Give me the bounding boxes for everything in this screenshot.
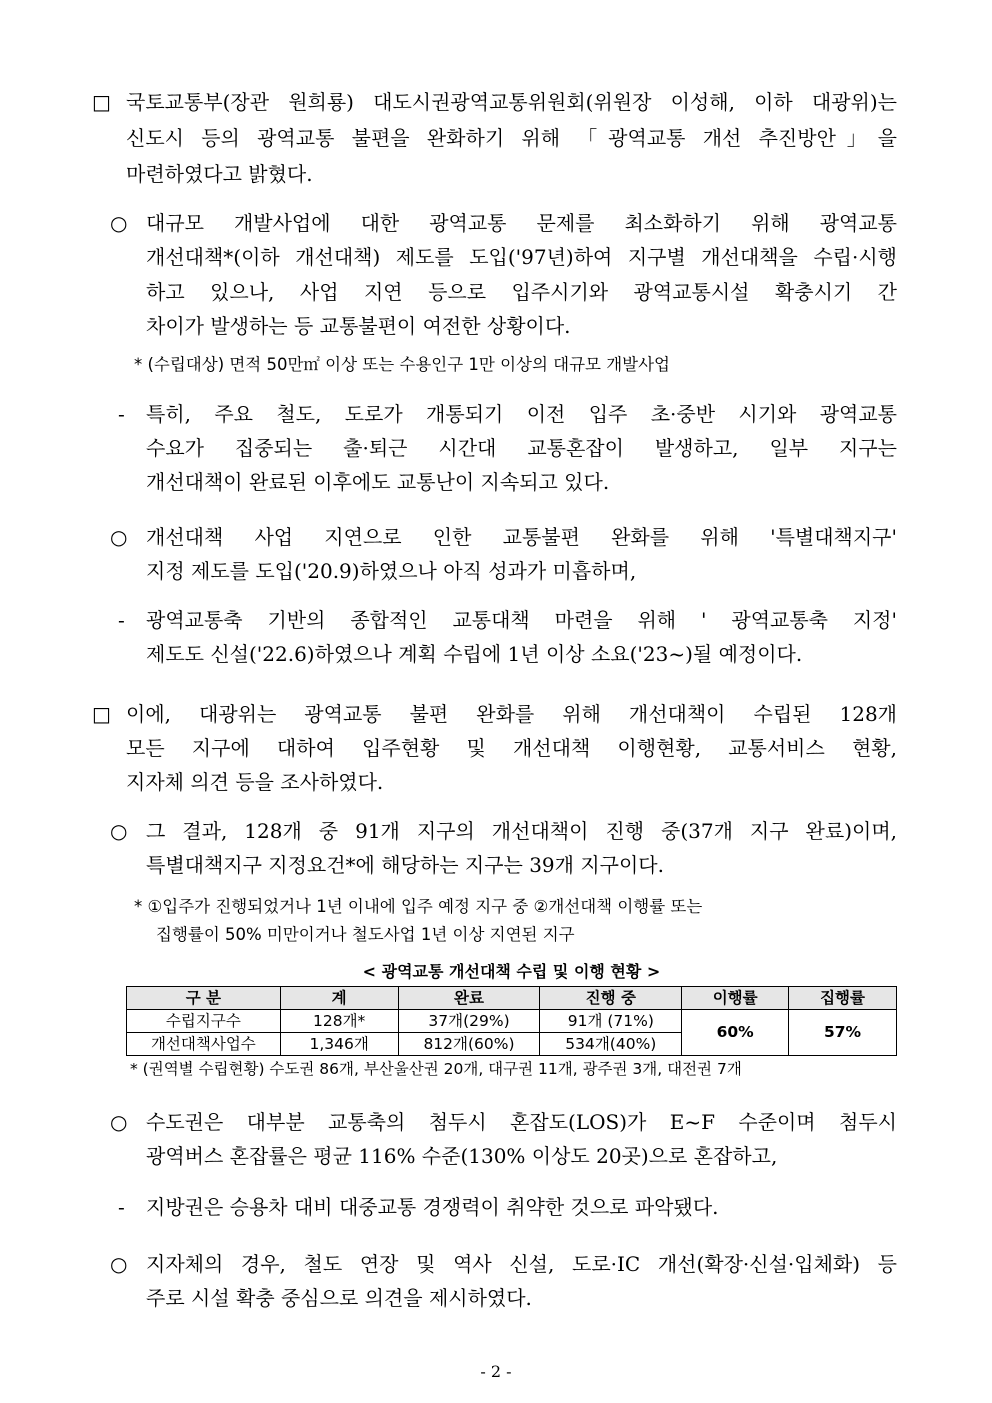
table-cell: 37개(29%) [398, 1010, 540, 1033]
table-cell: 개선대책사업수 [127, 1033, 281, 1056]
paragraph-line: 광역교통축 기반의 종합적인 교통대책 마련을 위해 ' 광역교통축 지정' [146, 608, 897, 632]
paragraph-line: 수도권은 대부분 교통축의 첨두시 혼잡도(LOS)가 E~F 수준이며 첨두시 [146, 1110, 897, 1134]
dash-bullet: - [118, 402, 125, 426]
table-row [127, 1010, 897, 1033]
table-cell: 128개* [280, 1010, 398, 1033]
paragraph-line: 그 결과, 128개 중 91개 지구의 개선대책이 진행 중(37개 지구 완료)이며, [146, 819, 897, 843]
table-caption: < 광역교통 개선대책 수립 및 이행 현황 > [362, 962, 661, 981]
table-cell: 수립지구수 [127, 1010, 281, 1033]
header-inprogress: 진행 중 [540, 987, 682, 1010]
paragraph-line: 마련하였다고 밝혔다. [126, 162, 313, 186]
paragraph-line: 주로 시설 확충 중심으로 의견을 제시하였다. [146, 1286, 532, 1310]
table-footnote: * (권역별 수립현황) 수도권 86개, 부산울산권 20개, 대구권 11개, 광주권 3개, 대전권 7개 [130, 1060, 742, 1078]
header-complete: 완료 [398, 987, 540, 1010]
header-implementation-rate: 이행률 [682, 987, 789, 1010]
paragraph-line: 차이가 발생하는 등 교통불편이 여전한 상황이다. [146, 314, 571, 338]
paragraph-line: 대규모 개발사업에 대한 광역교통 문제를 최소화하기 위해 광역교통 [146, 211, 897, 235]
paragraph-line: 광역버스 혼잡률은 평균 116% 수준(130% 이상도 20곳)으로 혼잡하고, [146, 1144, 778, 1168]
footnote: * (수립대상) 면적 50만㎡ 이상 또는 수용인구 1만 이상의 대규모 개발사업 [134, 355, 670, 374]
circle-bullet: ○ [110, 211, 128, 235]
circle-bullet: ○ [110, 819, 128, 843]
section-bullet: □ [92, 90, 111, 114]
page-number: - 2 - [480, 1362, 512, 1381]
paragraph-line: 지자체 의견 등을 조사하였다. [126, 770, 384, 794]
paragraph-line: 수요가 집중되는 출·퇴근 시간대 교통혼잡이 발생하고, 일부 지구는 [146, 436, 897, 460]
header-execution-rate: 집행률 [789, 987, 897, 1010]
table-cell: 812개(60%) [398, 1033, 540, 1056]
paragraph-line: 특히, 주요 철도, 도로가 개통되기 이전 입주 초·중반 시기와 광역교통 [146, 402, 897, 426]
table-cell: 1,346개 [280, 1033, 398, 1056]
paragraph-line: 개선대책 사업 지연으로 인한 교통불편 완화를 위해 '특별대책지구' [146, 525, 897, 549]
circle-bullet: ○ [110, 525, 128, 549]
table-cell: 91개 (71%) [540, 1010, 682, 1033]
paragraph-line: 신도시 등의 광역교통 불편을 완화하기 위해 「광역교통 개선 추진방안」을 [126, 126, 897, 150]
paragraph-line: 이에, 대광위는 광역교통 불편 완화를 위해 개선대책이 수립된 128개 [126, 702, 897, 726]
implementation-rate-value: 60% [682, 1010, 789, 1056]
paragraph-line: 제도도 신설('22.6)하였으나 계획 수립에 1년 이상 소요('23~)될 예정이다. [146, 642, 803, 666]
paragraph-line: 모든 지구에 대하여 입주현황 및 개선대책 이행현황, 교통서비스 현황, [126, 736, 897, 760]
circle-bullet: ○ [110, 1252, 128, 1276]
paragraph-line: 지자체의 경우, 철도 연장 및 역사 신설, 도로·IC 개선(확장·신설·입체화) 등 [146, 1252, 897, 1276]
circle-bullet: ○ [110, 1110, 128, 1134]
header-total: 계 [280, 987, 398, 1010]
footnote: 집행률이 50% 미만이거나 철도사업 1년 이상 지연된 지구 [156, 925, 575, 944]
footnote: * ①입주가 진행되었거나 1년 이내에 입주 예정 지구 중 ②개선대책 이행률 또는 [134, 897, 703, 916]
header-category: 구 분 [127, 987, 281, 1010]
execution-rate-value: 57% [789, 1010, 897, 1056]
section-bullet: □ [92, 702, 111, 726]
paragraph-line: 지방권은 승용차 대비 대중교통 경쟁력이 취약한 것으로 파악됐다. [146, 1195, 719, 1219]
paragraph-line: 특별대책지구 지정요건*에 해당하는 지구는 39개 지구이다. [146, 853, 664, 877]
dash-bullet: - [118, 1195, 125, 1219]
paragraph-line: 개선대책이 완료된 이후에도 교통난이 지속되고 있다. [146, 470, 610, 494]
paragraph-line: 지정 제도를 도입('20.9)하였으나 아직 성과가 미흡하며, [146, 559, 637, 583]
dash-bullet: - [118, 608, 125, 632]
paragraph-line: 국토교통부(장관 원희룡) 대도시권광역교통위원회(위원장 이성해, 이하 대광위)는 [126, 90, 897, 114]
table-header-row [127, 987, 897, 1010]
table-cell: 534개(40%) [540, 1033, 682, 1056]
paragraph-line: 하고 있으나, 사업 지연 등으로 입주시기와 광역교통시설 확충시기 간 [146, 280, 897, 304]
paragraph-line: 개선대책*(이하 개선대책) 제도를 도입('97년)하여 지구별 개선대책을 수립·시행 [146, 245, 897, 269]
status-table [126, 986, 897, 1056]
